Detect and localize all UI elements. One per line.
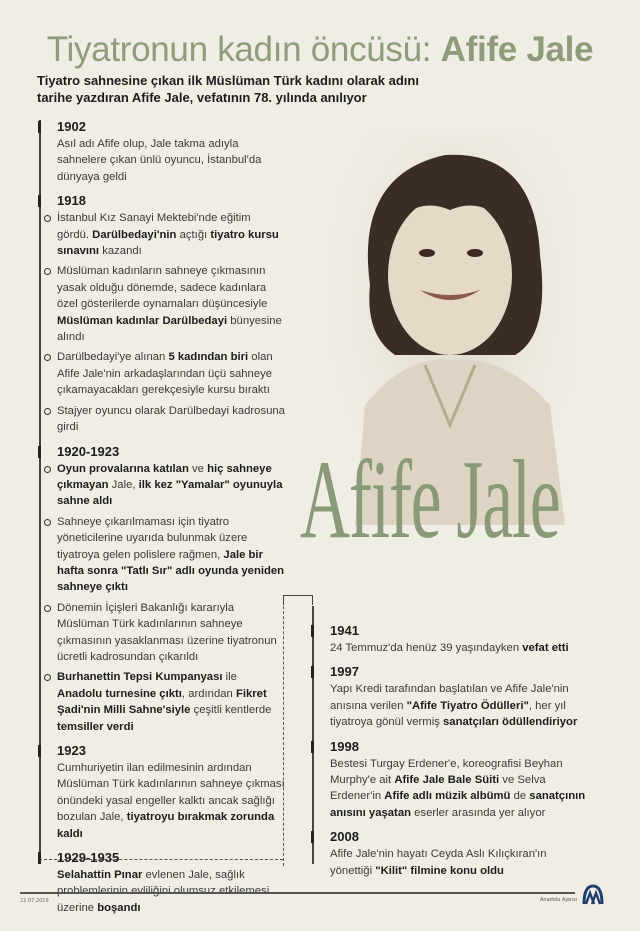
text: olan Afife Jale'nin arkadaşlarından üçü sahneye çıkamayacakları gerekçesiyle kursu bıraktı (57, 351, 273, 397)
text: ve Selva Erdener'in (330, 774, 546, 803)
text: Cumhuriyetin ilan edilmesinin ardından Müslüman Türk kadınlarının sahneye çıkması önündeki yasal engeller kalktı ancak sağlığı bozulan Jale, (57, 762, 285, 824)
text: kazandı (99, 245, 142, 258)
text: ile (222, 671, 237, 684)
event-text (330, 640, 590, 656)
bold-text: Darülbedayi'nin (92, 228, 177, 241)
bold-text: Afife Jale Bale Süiti (394, 774, 500, 787)
bold-text: hiç sahneye çıkmayan (57, 462, 272, 491)
text: de (510, 790, 530, 803)
text: Asıl adı Afife olup, Jale takma adıyla sahnelere çıkan ünlü oyuncu, İstanbul'da dünyaya geldi (57, 138, 262, 183)
text: Jale, (108, 478, 139, 491)
title-bold: Afife Jale (440, 30, 594, 69)
text: , her yıl tiyatroya gönül vermiş (330, 699, 566, 729)
text: açtığı (176, 228, 211, 241)
left-timeline (57, 118, 285, 923)
aa-logo-icon (582, 884, 604, 906)
event-text (330, 756, 590, 822)
page-title (0, 30, 640, 70)
bullet-item (57, 514, 285, 596)
timeline-event (330, 828, 590, 879)
timeline-event (57, 849, 285, 916)
event-year: 1902 (57, 118, 285, 136)
bold-text: sanatçıları ödüllendiriyor (443, 716, 578, 729)
event-year: 1923 (57, 742, 285, 760)
event-year: 1941 (330, 622, 590, 640)
bullet-item (57, 403, 285, 436)
text: Müslüman kadınların sahneye çıkmasının yasak olduğu dönemde, sadece kadınlara özel gösterilerde oynamaları düşüncesiyle (57, 265, 268, 311)
bold-text: Oyun provalarına katılan (57, 462, 189, 475)
event-year: 1998 (330, 738, 590, 756)
bold-text: tiyatro kursu sınavını (57, 228, 279, 258)
text: , ardından (181, 687, 236, 700)
date: 22.07.2019 (20, 898, 49, 904)
text: eserler arasında yer alıyor (411, 806, 546, 819)
bullet-item (57, 461, 285, 510)
bold-text: vefat etti (522, 642, 569, 654)
bold-text: Fikret Şadi'nin Milli Sahne'siyle (57, 687, 267, 717)
bullet-item (57, 600, 285, 666)
text: Stajyer oyuncu olarak Darülbedayi kadrosuna girdi (57, 404, 285, 434)
text: Bestesi Turgay Erdener'e, koreografisi Beyhan Murphy'e ait (330, 757, 563, 787)
bold-text: boşandı (97, 901, 141, 914)
timeline-event (57, 742, 285, 842)
event-year: 1920-1923 (57, 443, 285, 461)
bold-text: sanatçının anısını yaşatan (330, 790, 586, 819)
event-year: 1929-1935 (57, 849, 285, 867)
event-text (57, 136, 285, 185)
event-year: 2008 (330, 828, 590, 846)
text: Dönemin İçişleri Bakanlığı kararıyla Müslüman Türk kadınlarının sahneye çıkmasının yasaklanması üzerine tiyatronun ücretli kadrosundan çıkarıldı (57, 601, 277, 663)
bullet-item (57, 669, 285, 735)
bold-text: temsiller verdi (57, 720, 134, 733)
bold-text: "Kilit" (375, 864, 408, 877)
bold-text: Anadolu turnesine çıktı (57, 687, 182, 700)
timeline-event (330, 738, 590, 822)
subtitle: Tiyatro sahnesine çıkan ilk Müslüman Türk kadını olarak adını tarihe yazdıran Afife Jale, vefatının 78. yılında anılıyor (37, 73, 419, 105)
text: Afife Jale'nin hayatı Ceyda Aslı Kılıçkıran'ın yönettiği (330, 848, 547, 877)
event-text (330, 846, 590, 879)
bold-text: "Afife Tiyatro Ödülleri" (406, 699, 529, 712)
bullet-item (57, 349, 285, 398)
timeline-event (57, 118, 285, 185)
bullet-item (57, 210, 285, 259)
timeline-event (57, 192, 285, 435)
timeline-event (57, 443, 285, 736)
bullet-item (57, 263, 285, 345)
bold-text: Burhanettin Tepsi Kumpanyası (57, 671, 223, 684)
name-lettering: Afife Jale (300, 438, 560, 562)
text: İstanbul Kız Sanayi Mektebi'nde eğitim gördü. (57, 212, 251, 241)
event-text (330, 681, 590, 730)
right-timeline-line (312, 606, 314, 864)
bold-text: Jale bir hafta sonra "Tatlı Sır" adlı oyunda yeniden sahneye çıktı (57, 548, 285, 594)
event-text (57, 760, 285, 842)
event-year: 1918 (57, 192, 285, 210)
timeline-event (330, 663, 590, 730)
right-timeline (330, 622, 590, 886)
event-year: 1997 (330, 663, 590, 681)
text: 24 Temmuz'da henüz 39 yaşındayken (330, 642, 523, 654)
bold-text: tiyatroyu bırakmak zorunda kaldı (57, 811, 275, 840)
bold-text: Selahattin Pınar (57, 869, 143, 882)
bold-text: ilk kez "Yamalar" oyunuyla sahne aldı (57, 478, 283, 508)
agency-name: Anadolu Ajansı (540, 897, 578, 903)
text: evlenen Jale, sağlık üzerine (57, 869, 245, 914)
bold-text: Müslüman kadınlar Darülbedayi (57, 314, 228, 327)
text: Sahneye çıkarılmaması için tiyatro yöneticilerine uyarıda bulunmak üzere tiyatroya gelen polislere rağmen, (57, 515, 248, 561)
text: Yapı Kredi tarafından başlatılan ve Afife Jale'nin anısına verilen (330, 683, 569, 712)
bold-text: filmine konu oldu (407, 864, 504, 877)
bold-text: 5 kadından biri (168, 351, 249, 364)
timeline-connector-top (283, 595, 313, 605)
text: ve (188, 462, 208, 475)
text: Darülbedayi'ye alınan (57, 351, 169, 364)
text: bünyesine alındı (57, 314, 282, 344)
bold-text: Afife adlı müzik albümü (384, 790, 511, 803)
timeline-event (330, 622, 590, 656)
text: çeşitli kentlerde (190, 704, 272, 717)
footer-divider (20, 892, 575, 894)
title-light: Tiyatronun kadın öncüsü: (46, 30, 441, 69)
